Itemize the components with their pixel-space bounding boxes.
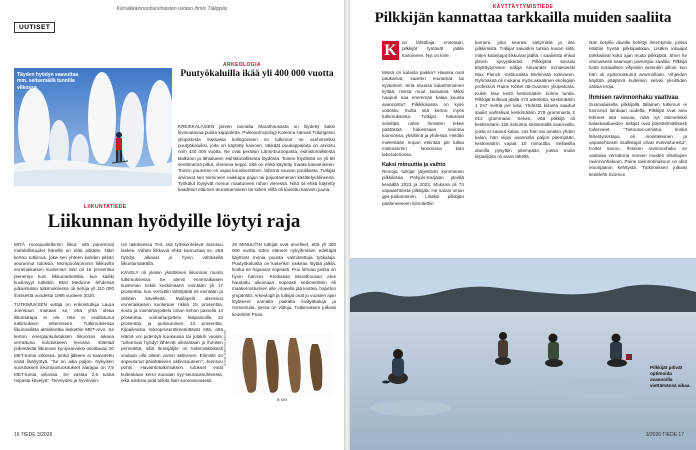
- side-article-kicker: ARKEOLOGIA: [223, 62, 261, 68]
- right-article-paragraph: Suomalaisella pilkkijällä tällainen tutkimus ei tunnunut lainkaan uudelta. Pilkkijät ovat aina tehneet sitä samaa, mitä nyt esimerkiksi kalastusalueiden tutkijat ovat järjestelmällisesti todenneet. "Tietoutus-onnistui, koska lähestymistapa eli monitieteinen ja vapaaehtoiset osallistujat olivat motivoituneita", Kortet sanoo. Ihmisen ravinnonhaku on vaativaa verrattuna monien muiden eläinlajien ravinnonhakuun. Paine ravinnonhakuun on ollut eloonjäänin kehitystä. Tutkimuksen julkaisi tiedelehti Science.: [589, 101, 687, 177]
- tools-scale-caption: 5 cm: [277, 397, 287, 402]
- right-article-paragraph: Missä on kalasta paikka? Haussa ovat paukamat, saarten reunamat tai syvänteet. Sinä sivussa kalanhimoinen kyltää, missä muut kairaavat. Miksi naapuri saa enemmän kalaa kuusta avannosta? Pilkkikisassa on kyse voitosta, mutta sitä kertoo myös tutkimuksesta. Tutkijat halusivat selvittää, miten ihmisten tekee päätöksiä hakiessaan ravintoa luonnossa, yksilöinä ja yhdessä. Heidän mielestään nopan etsintää piti tutkia mieluummin luonnossa kuin laboratoriossa.: [382, 70, 464, 158]
- right-article-paragraph: Rinnoja tutkijat järjestivät kymmenen pilkkikisaa Pohjois-Karjalan järvillä keväällä 2022 ja 2023. Mukana oli 74 vapaaehtoista pilkkijää. He saivat oman gps-paikantimen. Lisäksi pilkkijän päähineeseen kiinnitettiin: [382, 169, 464, 206]
- right-article-subhead-1: Kaksi minuuttia ja vaihto: [382, 161, 446, 168]
- ice-fishing-photo: [350, 258, 696, 450]
- right-article-intro: un lähtöliaja ennetaan, pilkkijät tyntävät jäälle kairoineen. Nyt on kiire.: [402, 40, 464, 58]
- right-article-headline: Pilkkijän kannattaa tarkkailla muiden saaliita: [374, 10, 672, 26]
- main-article-paragraph: TUTKIMUKSEN vetäjä on erikoistutkija Laura Joensuun mukaan se, että yhtä oleaa liikuntatapa ei ole. Hän ei osallistunut tutkimuksen tekemiseen. Tutkimuksessa liikunnallista aktiviteettia laskettiin MET-arvo. Se kertoo energiankulutuksen liikunnan aikana verrattuna kulutukseen levossa. Elämää pidentävää liikunnan kyniysarvoksi osoittautui 20 MET-tuntia viikossa, jonka jälkeen ei saavutettu enää lisähyötyä. "Se on aika paljon. Nykyisen suosituksen liikuntaosuositukset alarajaa on 7,5 MET-tuntia viikossa. Se vastaa 2,5 tuntia reipasta kävelyä", Terveyden ja hyvinvoin-: [14, 301, 114, 383]
- ice-photo-caption: Pilkkijät pitivät optimoida avannoilla viettämänsä aikaa.: [650, 365, 691, 388]
- main-article-paragraph: KÄVELY oli yleisin yksittäinen liikunnan muoto tutkimuksessa. Se alensi ennenaikaisen kuoleman riskiä keskimäärin enintään yli 17 prosenttia, kun verrattiin lähtöpäitä eli enintään ja vähiten kävelleitä. Mailapelit alensivat ennenaikaisen kuoleman riskiä 15 prosenttia, soutu ja voimaharjoittelu oman kehon painolla 14 prosenttia, voimaharjoittelu lisäpainoilla 13 prosenttia ja juoksuminen 13 prosenttia. Kilpailevista mikroprosenttimerkittävät että, että elämä voi pidentyä kuukausia tai jotakin vuosia. "Liikunnan hyödyt lähtevät oikeastaan jo ihmisen perimästä, sillä ihmisjäljile on todennäköisesti voidaan olla oikein varsin aktiivinen. Elimistö on sopeutunut päivittäiseen aktiivisuuteen", Joensuu pohtii. Havaintotutkimuksen tulokset eivät kuitenkaan kerro suoraan syy-seuraussuhteesta, eikä tuloksia pidä tulkita liian suoraviivaisesti.: [121, 270, 223, 383]
- main-article-headline: Liikunnan hyödyille löytyi raja: [47, 211, 301, 232]
- page-folio-right: 3/2026 TIEDE 17: [645, 432, 684, 438]
- side-article-column-2: 20 MINUUTIN tutkijat ovat arvelleet, että yli 300 000 vuotta sitten eläneet nykyihmisen edeltäjät käyttivät monia puusta valmistettuja työkaluja. Puutyökaluista on kuitenkin vaikeaa löytää jälkiä, koska ne hajoavat nopeasti. Puu lahoaa joissa on hyvin harvoin. Kreikassa Marathousan alue haudattu aikoinaan nopeasti sedimenttien eli maakerrostumien alle. Alueella jää kostea, hapeton ympäristö. Arkeologit ja tutkijat ovat jo vuosien ajan löytäneet samalta paikalta kivityökaluja ja norsunluita, joissa on viiltoja. Tutkimuksen julkaisi tiedelehti Pnas.: [232, 242, 336, 317]
- snow-photo: [14, 68, 172, 186]
- right-article-column-3: [589, 40, 687, 256]
- main-article-column-2: [121, 242, 223, 384]
- main-article-column-1: [14, 242, 114, 384]
- right-article-kicker: KÄYTTÄYTYMISTIEDE: [492, 4, 554, 10]
- wooden-tools-image: [232, 334, 332, 396]
- dropcap-letter: K: [382, 41, 399, 60]
- right-page: [350, 0, 696, 450]
- left-page: [0, 0, 344, 450]
- main-article-paragraph: MITÄ mompuolellomin liikut, sitä paremmat mahdollisuudet hänellä on elää pitkään. Näin kertoo tutkimus, joka sen yhteen kahden pitkän seurannut tuloksia. Mompuolisommin liikkuvilla ennenaikaisen kuoleman riski oli 19 prosenttia pienempi kuin liikkumattomilla, kun kaikki kuolinsyyt tutkittiin. BMJ Medicine -lehdessä julkaistussa tutkimuksessa oli tietoja yli 110 000 ihmisestä vuodesta 1986 vuoteen 2020.: [14, 242, 114, 298]
- side-article-column-1: KREIKKALAISEN järven rannalta Marathousasta on löydetty kaksi kivinoutavaa puista kappaletta. Paleoantropologi Katerina Harvati Tübingenin yliopistosta Saksasta kollegoineen on tulkinnut ne vanhimmiksi puutyökaluiksi, joita on käytetty kaivoon. Iäkkäät puukappaleita on arvioitu noin 430 000 vuotta. Ne ovat peräisin Länsi-Euroopasta, esihistoriallisesta Balkanin ja lähialueen esihistoriallisesta löydöstä. Toinen löydöistä on yli 80 senttimetriä pitkä, oheneva keppi. Sitä on ehkä käytetty maata kaivamiseen. Toinen puuesine on vajaa kuusisenttinen, lähinnä sauvan puolikasta. Tutkijat arvioivat sen toimineen vaikkapa pajun tai pajuntaimenen käsittelyvälineenä. Työkalut löytyivät norsun maatuneen ruhon vieressä. Niitä oli ehkä käytetty kaadetun eläimen teurastamiseen tai siihen niillä oli kaivettu kasvien juuria.: [178, 124, 335, 193]
- photo-credit: Kuvat: Katerina Harvati: [223, 330, 227, 366]
- page-folio-left: 16 TIEDE 3/2026: [14, 432, 53, 438]
- top-strap: Kärsäkkäinnonharvinaisten usoten ihmis Tiälippäs: [116, 6, 228, 12]
- main-article-kicker: LIIKUNTATIEDE: [84, 204, 127, 210]
- main-article-paragraph: nin laitoksessa THL ssä työskentelevä Joensuu laskee. Vähän liikkuvia ehkä kannustaa se, että hyödyt alkavat jo hyvin vähäisellä liikuntamäärällä.: [121, 242, 223, 266]
- wooden-tools-figure: [232, 334, 332, 396]
- right-article-column-1: [382, 70, 464, 256]
- right-article-paragraph: Nän tietyille alueille kehittyi ilmentymiä, joissa etsittiin hyvää pilkkipaikkaa. Lisäksi kisaajat tarkkailivat koko ajan muita pilkkijöitä. Shen he ominaisesti saamaan parempia saaliita. Pilkkijä luotti sosiaalisen vihjeisiin varsinkin silloin, kun hän oli epäonnistunut avannollaan. Vihjeiden käyttöä pääjärvä kuitenkin selvisi yksilöiden välisiä eroja.: [589, 40, 687, 90]
- snow-photo-caption: Täyden hyödyn saavuttaa mm. seitsemällä tunnilla viikossa.: [17, 72, 79, 91]
- right-article-column-2: kamera, joka seurasi sietymisiä ja itse pilkkimistä. Tutkijat saivatkin tarkan kuvan siitä, miten kalastajat liikkuivat jäällä. I saaliirista ehkat järven syvyyskartat. Pilkkijöitä seurasi käyttäytymisen tutkija Alexander Schakowski Max Planck -instituutista Berliinistä toimineen. Ryhmässä oli mukana myös akaatinen ekologian professori Raine Kortet Itä-Suomen yliopistosta. Kukin kisa kesti keskimäärin kolme tuntia. Pilkkijät kulkivat jäällä 473 askeletta, keskimäärin 1 247 metriä per kisa. Yhdestä kisasta saaduit saaliit vaihtelivat keskimäärin 279 grammasta 2 012 grammaan. Selvisi, että pilkkijä oli keskimäärin 126 sekuntia seitsemällä avannoilla, joista ei saanut kalaa. Jos hän sai ainakin yhden kalan, hän viipyi avannolla paljon pitempään, keskimäärin vajaat 10 minuuttia. Sellaisilla alueilla pysyttiin pitempään, joissa muita kilpailijoita oli aivan lähellä.: [475, 40, 575, 159]
- ice-fishing-image: [350, 258, 696, 450]
- section-tag: UUTISET: [14, 22, 55, 33]
- right-article-subhead-2: Ihmisen ravinnonhaku vaativaa: [589, 94, 679, 101]
- side-article-headline: Puutyökaluilla ikää yli 400 000 vuotta: [180, 69, 334, 79]
